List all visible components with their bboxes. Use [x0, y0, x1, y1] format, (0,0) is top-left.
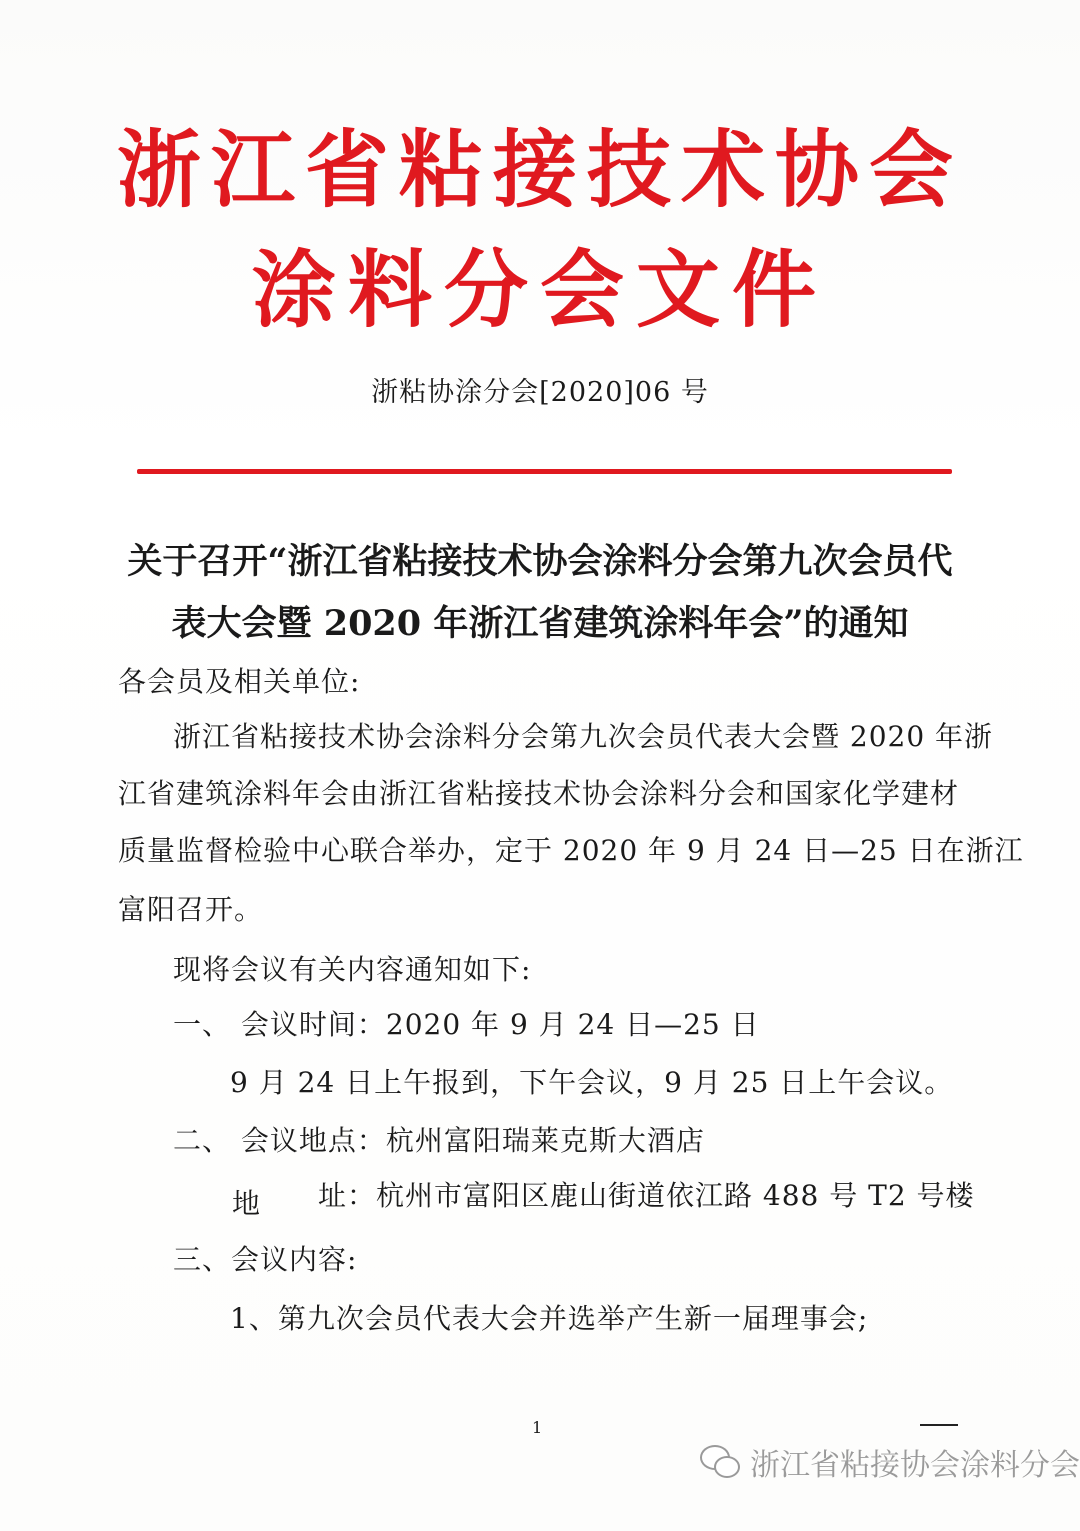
- item-meeting-time: 一、 会议时间：2020 年 9 月 24 日—25 日: [173, 1008, 760, 1041]
- wechat-icon: [700, 1445, 740, 1479]
- item-content-1: 1、第九次会员代表大会并选举产生新一届理事会;: [230, 1302, 869, 1335]
- wechat-watermark: [700, 1440, 1080, 1484]
- footer-dash: [920, 1424, 958, 1426]
- item-meeting-content: 三、会议内容:: [173, 1243, 358, 1276]
- page-number: 1: [532, 1418, 543, 1437]
- salutation: 各会员及相关单位:: [118, 665, 361, 698]
- notice-title-line2: 表大会暨 2020 年浙江省建筑涂料年会”的通知: [171, 603, 909, 644]
- address-label-char: 地: [232, 1187, 262, 1220]
- notice-title-line1: 关于召开“浙江省粘接技术协会涂料分会第九次会员代: [127, 541, 953, 582]
- paragraph-line: 江省建筑涂料年会由浙江省粘接技术协会涂料分会和国家化学建材: [118, 777, 960, 810]
- header-title-line1: 浙江省粘接技术协会: [116, 121, 963, 219]
- watermark-text: 浙江省粘接协会涂料分会: [750, 1448, 1080, 1483]
- intro-line: 现将会议有关内容通知如下:: [173, 953, 532, 986]
- address-line: 址：杭州市富阳区鹿山街道依江路 488 号 T2 号楼: [318, 1179, 975, 1212]
- paragraph-line: 浙江省粘接技术协会涂料分会第九次会员代表大会暨 2020 年浙: [173, 720, 994, 753]
- item-meeting-time-detail: 9 月 24 日上午报到，下午会议，9 月 25 日上午会议。: [230, 1066, 954, 1099]
- red-divider: [137, 469, 952, 474]
- paragraph-line: 富阳召开。: [118, 893, 264, 926]
- document-number: 浙粘协涂分会[2020]06 号: [371, 377, 709, 408]
- paragraph-line: 质量监督检验中心联合举办，定于 2020 年 9 月 24 日—25 日在浙江: [118, 834, 1024, 867]
- header-title-line2: 涂料分会文件: [251, 241, 828, 339]
- item-meeting-venue: 二、 会议地点：杭州富阳瑞莱克斯大酒店: [173, 1124, 705, 1157]
